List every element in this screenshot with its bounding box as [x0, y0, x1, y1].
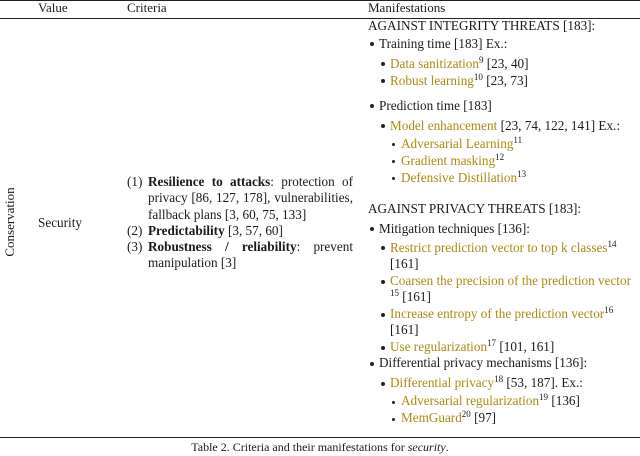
footnote-marker: 16 [604, 305, 614, 315]
privacy-heading: AGAINST PRIVACY THREATS [183]: [368, 201, 582, 216]
link-label: Data sanitization [390, 56, 479, 71]
value-cell: Security [38, 215, 82, 230]
link-label: Defensive Distillation [401, 170, 518, 185]
memguard [401, 410, 496, 427]
criterion-title: Resilience to attacks [148, 174, 271, 189]
bullet-icon [381, 382, 385, 386]
link-label: MemGuard [401, 410, 462, 425]
citation-refs: [23, 40] [483, 56, 529, 71]
citation-refs: [101, 161] [496, 339, 555, 354]
footnote-marker: 15 [390, 288, 399, 298]
robust-learning [390, 73, 528, 90]
criterion-3 [127, 239, 353, 272]
link-label: Adversarial Learning [401, 136, 514, 151]
restrict-prediction [390, 240, 617, 257]
footnote-marker: 10 [473, 72, 483, 82]
increase-entropy [390, 306, 613, 323]
table-bottom-rule [0, 437, 640, 438]
citation-refs: [53, 187]. Ex.: [503, 375, 583, 390]
footnote-marker: 19 [539, 392, 549, 402]
header-criteria: Criteria [127, 0, 167, 15]
bullet-icon [392, 401, 395, 404]
link-label: Increase entropy of the prediction vector [390, 306, 605, 321]
footnote-marker: 9 [478, 55, 484, 65]
bullet-icon [370, 227, 374, 231]
criterion-number: (1) [127, 174, 143, 189]
link-label: Use regularization [390, 339, 488, 354]
link-label: Robust learning [390, 73, 474, 88]
link-label: Model enhancement [390, 118, 498, 133]
table-top-rule [0, 0, 640, 1]
criterion-number: (3) [127, 239, 143, 255]
bullet-icon [392, 418, 395, 421]
adversarial-regularization [401, 393, 580, 410]
criterion-text: : protection of privacy [86, 127, 178], vulnerabilities, fallback plans [3, 60, 75, 133] [148, 174, 353, 222]
footnote-marker: 12 [495, 152, 505, 162]
bullet-icon [381, 313, 385, 317]
citation-refs: [23, 74, 122, 141] Ex.: [497, 118, 621, 133]
gradient-masking [401, 153, 504, 170]
citation-refs: [136] [548, 393, 580, 408]
caption-emphasis: security [407, 440, 446, 454]
criterion-text: [3, 57, 60] [224, 222, 283, 238]
category-label: Conservation [2, 187, 17, 257]
bullet-icon [370, 104, 374, 108]
integrity-heading: AGAINST INTEGRITY THREATS [183]: [368, 18, 596, 33]
criteria-list [127, 174, 353, 272]
criterion-title: Robustness / reliability [148, 239, 297, 255]
caption-prefix: Table 2. Criteria and their manifestations for [191, 440, 408, 454]
coarsen-refs [390, 289, 431, 306]
link-label: Gradient masking [401, 153, 496, 168]
footnote-marker: 20 [461, 409, 471, 419]
citation-refs: [97] [470, 410, 497, 425]
prediction-time: Prediction time [183] [379, 98, 492, 113]
bullet-icon [392, 143, 395, 146]
criterion-title: Predictability [148, 222, 225, 238]
bullet-icon [381, 246, 385, 250]
coarsen-precision: Coarsen the precision of the prediction vector [390, 273, 631, 288]
use-regularization [390, 339, 554, 356]
mitigation-techniques: Mitigation techniques [136]: [379, 221, 530, 236]
model-enhancement [390, 118, 620, 134]
dp-mechanisms: Differential privacy mechanisms [136]: [379, 355, 588, 370]
adversarial-learning [401, 136, 522, 153]
footnote-marker: 14 [607, 239, 617, 249]
differential-privacy [390, 375, 583, 392]
bullet-icon [381, 79, 385, 83]
link-label: Restrict prediction vector to top k classes [390, 240, 608, 255]
footnote-marker: 11 [513, 135, 523, 145]
bullet-icon [370, 42, 374, 46]
criterion-1 [127, 174, 353, 223]
restrict-refs: [161] [390, 256, 419, 271]
data-sanitization [390, 56, 529, 73]
citation-refs: [161] [399, 289, 431, 304]
bullet-icon [392, 177, 395, 180]
table-caption [0, 440, 640, 455]
bullet-icon [381, 124, 385, 128]
bullet-icon [392, 160, 395, 163]
criterion-number: (2) [127, 222, 143, 238]
link-label: Differential privacy [390, 375, 495, 390]
bullet-icon [381, 280, 385, 284]
header-manifestations: Manifestations [368, 0, 446, 15]
training-time: Training time [183] Ex.: [379, 36, 508, 51]
bullet-icon [381, 62, 385, 66]
link-label: Adversarial regularization [401, 393, 540, 408]
criterion-2 [127, 223, 353, 239]
bullet-icon [381, 346, 385, 350]
defensive-distillation [401, 170, 526, 187]
entropy-refs: [161] [390, 322, 419, 337]
footnote-marker: 17 [487, 338, 497, 348]
header-value: Value [38, 0, 68, 15]
bullet-icon [370, 362, 374, 366]
caption-suffix: . [445, 440, 449, 454]
footnote-marker: 18 [494, 374, 504, 384]
criterion-text: : prevent manipulation [3] [148, 239, 353, 271]
footnote-marker: 13 [517, 169, 527, 179]
citation-refs: [23, 73] [482, 73, 528, 88]
